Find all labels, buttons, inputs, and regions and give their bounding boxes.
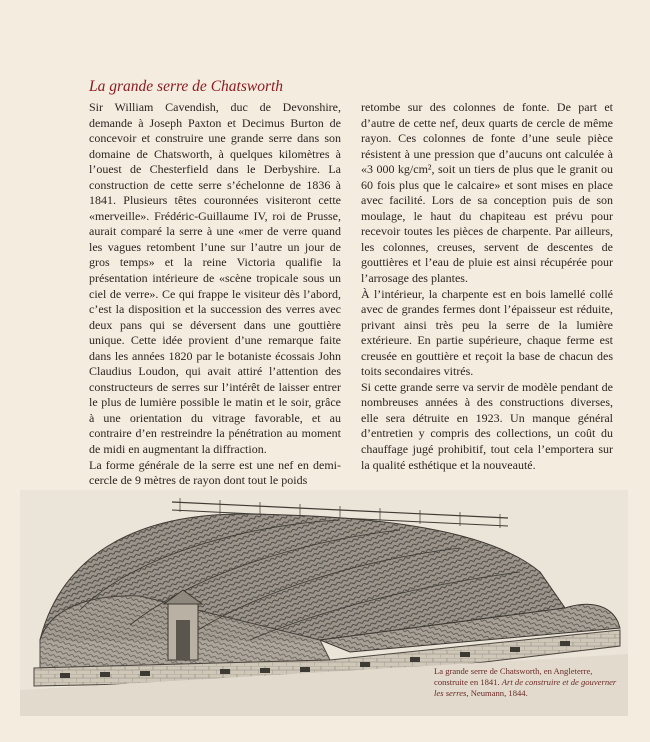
caption-text: La grande serre de Chatsworth, en Angleterre, construite en 1841. <box>434 666 593 687</box>
caption-book-title: Art de construire et de gouverner les serres <box>434 677 617 698</box>
paragraph: La forme générale de la serre est une nef en demi-cercle de 9 mètres de rayon dont tout le poids <box>89 457 341 488</box>
caption-source: , Neumann, 1844. <box>466 688 528 698</box>
figure-caption <box>434 666 624 699</box>
article-title: La grande serre de Chatsworth <box>89 78 284 95</box>
paragraph: Si cette grande serre va servir de modèle pendant de nombreuses années à des constructions diverses, elle sera détruite en 1923. Un manque général d’entretien y compris des collections, un coût du chauffage jugé prohibitif, tout cela l’emportera sur la qualité esthétique et la nouveauté. <box>361 379 613 472</box>
paragraph: retombe sur des colonnes de fonte. De part et d’autre de cette nef, deux quarts de cercle de même rayon. Ces colonnes de fonte d’une seule pièce résistent à une pression que d’aucuns ont calculée à «3 000 kg/cm², soit un tiers de plus que le granit ou 60 fois plus que le calcaire» et sont mises en place avec facilité. Lors de sa conception puis de son moulage, le haut du chapiteau est prévu pour recevoir toutes les pièces de charpente. Par ailleurs, les colonnes, creuses, servent de descentes de gouttières et l’eau de pluie est ainsi récupérée pour l’arrosage des plantes. <box>361 100 613 286</box>
paragraph: À l’intérieur, la charpente est en bois lamellé collé avec de grandes fermes dont l’épaisseur est réduite, privant ainsi très peu la serre de la lumière extérieure. En partie supérieure, chaque ferme est creusée en gouttière et reçoit la base de chacun des toits secondaires vitrés. <box>361 286 613 379</box>
text-column-right <box>361 100 613 473</box>
text-column-left <box>89 100 341 489</box>
paragraph: Sir William Cavendish, duc de Devonshire, demande à Joseph Paxton et Decimus Burton de concevoir et construire une grande serre dans son domaine de Chatsworth, à quelques kilomètres à l’ouest de Chesterfield dans le Derbyshire. La construction de cette serre s’échelonne de 1836 à 1841. Plusieurs têtes couronnées visiteront cette «merveille». Frédéric-Guillaume IV, roi de Prusse, aurait comparé la serre à une «mer de verre quand les vagues retombent l’une sur l’autre un jour de gros temps» et la reine Victoria qualifie la présentation intérieure de «scène tropicale sous un ciel de verre». Ce qui frappe le visiteur dès l’abord, c’est la disposition et la succession des verres avec deux pans qui se déversent dans une gouttière unique. Cette idée provient d’une remarque faite dans les années 1820 par le botaniste écossais John Claudius Loudon, qui avait attiré l’attention des constructeurs de serres sur l’intérêt de laisser entrer le plus de lumière possible le matin et le soir, grâce à une orientation du vitrage favorable, et au contraire d’en restreindre la pénétration au moment de midi en augmentant la diffraction. <box>89 100 341 457</box>
